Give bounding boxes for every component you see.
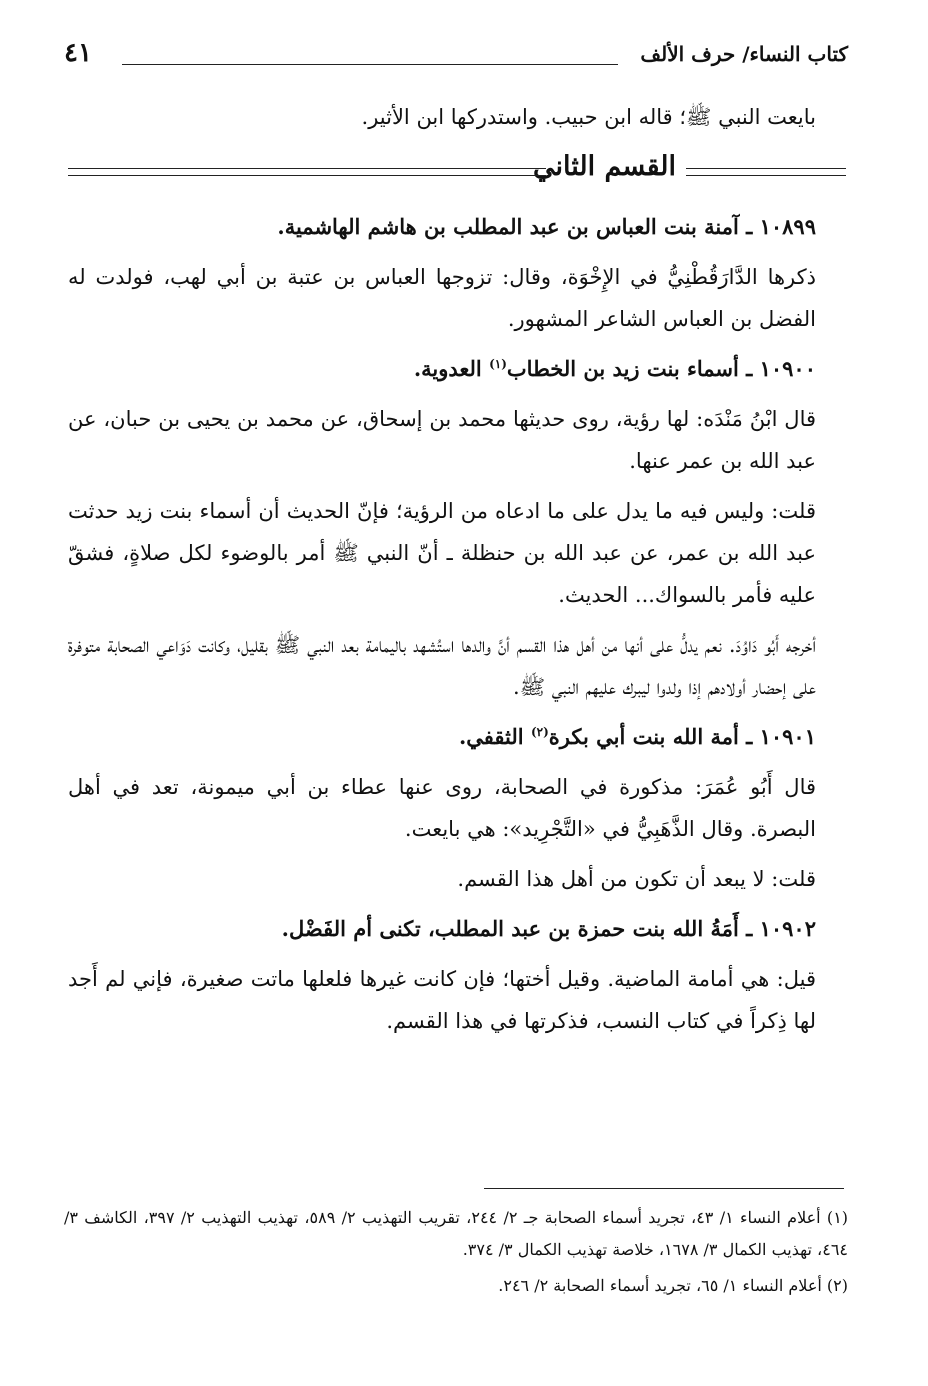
entry-heading-text: العدوية.	[413, 356, 490, 381]
entry-heading	[68, 716, 846, 758]
entry-paragraph: ذكرها الدَّارَقُطْنِيُّ في الإِخْوَة، وقال: تزوجها العباس بن عتبة بن أبي لهب، فولدت له الفضل بن العباس الشاعر المشهور.	[68, 265, 816, 331]
entry-heading	[68, 348, 846, 390]
page-number: ٤١	[64, 38, 92, 68]
entry-paragraph: أخرجه أَبُو دَاوُدَ. نعم يدلُّ على أنها من أهل هذا القسم أنَّ والدها استُشهد باليمامة بعد النبي ﷺ بقليل، وكانت دَوَاعي الصحابة متوفرة على إحضار أولادهم إذا ولدوا ليبرك عليهم النبي ﷺ.	[68, 633, 816, 699]
section-divider	[68, 146, 846, 198]
running-title: كتاب النساء/ حرف الألف	[640, 42, 848, 66]
footnote-marker: (١)	[489, 357, 507, 371]
footnote-1: (١) أعلام النساء ١/ ٤٣، تجريد أسماء الصحابة جـ ٢/ ٢٤٤، تقريب التهذيب ٢/ ٥٨٩، تهذيب التهذيب ٢/ ٣٩٧، الكاشف ٣/ ٤٦٤، تهذيب الكمال ٣/ ١٦٧٨، خلاصة تهذيب الكمال ٣/ ٣٧٤.	[64, 1208, 849, 1259]
entry-heading-text: الثقفي.	[458, 724, 531, 749]
entry-paragraph: قلت: وليس فيه ما يدل على ما ادعاه من الرؤية؛ فإنّ الحديث أن أسماء بنت زيد حدثت عبد الله بن عمر، عن عبد الله بن حنظلة ـ أنّ النبي ﷺ أمر بالوضوء لكل صلاةٍ، فشقّ عليه فأمر بالسواك... الحديث.	[68, 499, 816, 607]
footnote-rule	[484, 1188, 844, 1189]
header-rule	[122, 64, 618, 65]
section-rule-right	[686, 168, 846, 176]
footnotes	[64, 1202, 848, 1306]
entry-heading-text: ١٠٩٠١ ـ أمة الله بنت أبي بكرة	[548, 724, 816, 749]
entry-heading-text: ١٠٩٠٠ ـ أسماء بنت زيد بن الخطاب	[506, 356, 816, 381]
running-header	[64, 38, 848, 78]
main-text	[68, 96, 846, 1050]
entry-paragraph: قال ابْنُ مَنْدَه: لها رؤية، روى حديثها محمد بن إسحاق، عن محمد بن يحيى بن حبان، عن عبد الله بن عمر عنها.	[68, 407, 816, 473]
footnote-2: (٢) أعلام النساء ١/ ٦٥، تجريد أسماء الصحابة ٢/ ٢٤٦.	[498, 1276, 848, 1295]
intro-paragraph: بايعت النبي ﷺ؛ قاله ابن حبيب. واستدركها ابن الأثير.	[361, 105, 816, 129]
entry-heading: ١٠٩٠٢ ـ أَمَةُ الله بنت حمزة بن عبد المطلب، تكنى أم الفَضْل.	[281, 916, 816, 941]
section-rule-left	[68, 168, 546, 176]
footnote-marker: (٢)	[530, 725, 549, 739]
entry-paragraph: قلت: لا يبعد أن تكون من أهل هذا القسم.	[457, 867, 816, 891]
section-title: القسم الثاني	[533, 151, 676, 182]
entry-paragraph: قال أَبُو عُمَرَ: مذكورة في الصحابة، روى عنها عطاء بن أبي ميمونة، تعد في أهل البصرة. وقال الذَّهَبِيُّ في «التَّجْرِيد»: هي بايعت.	[68, 775, 816, 841]
entry-paragraph: قيل: هي أمامة الماضية. وقيل أختها؛ فإن كانت غيرها فلعلها ماتت صغيرة، فإني لم أَجد لها ذِكراً في كتاب النسب، فذكرتها في هذا القسم.	[68, 967, 816, 1033]
entry-heading: ١٠٨٩٩ ـ آمنة بنت العباس بن عبد المطلب بن هاشم الهاشمية.	[277, 214, 816, 239]
